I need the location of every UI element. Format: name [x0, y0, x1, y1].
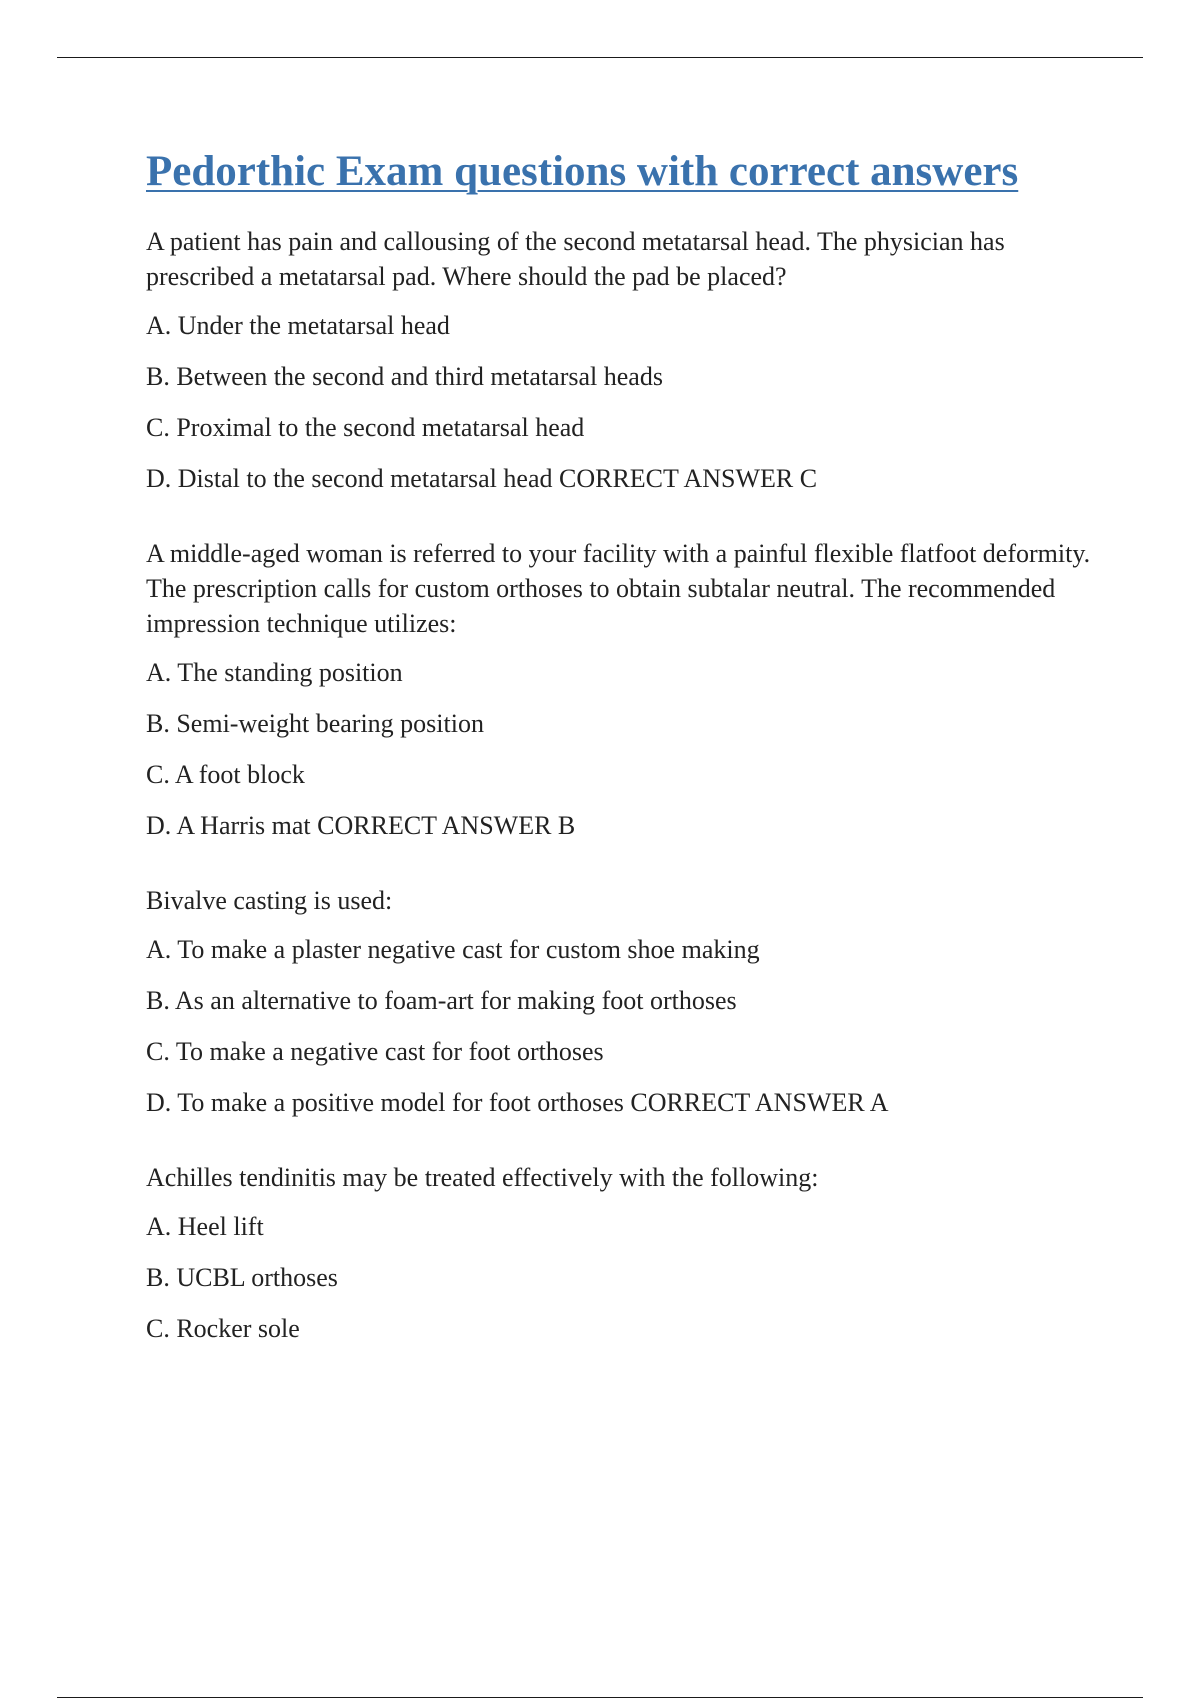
- question-2: [146, 536, 1096, 843]
- footer-rule: [57, 1697, 1143, 1698]
- question-text: Bivalve casting is used:: [146, 886, 393, 915]
- answer-option: B. Semi-weight bearing position: [146, 709, 484, 738]
- question-text: A patient has pain and callousing of the second metatarsal head. The physician has prescribed a metatarsal pad. Where should the pad be placed?: [146, 227, 1005, 291]
- answer-option: C. A foot block: [146, 760, 305, 789]
- question-text: A middle-aged woman is referred to your facility with a painful flexible flatfoot deformity. The prescription calls for custom orthoses to obtain subtalar neutral. The recommended impression technique utilizes:: [146, 539, 1091, 638]
- answer-option: C. To make a negative cast for foot orthoses: [146, 1037, 604, 1066]
- answer-option: A. To make a plaster negative cast for custom shoe making: [146, 935, 760, 964]
- answer-option: C. Proximal to the second metatarsal head: [146, 413, 585, 442]
- question-1: [146, 224, 1096, 496]
- document-body: [146, 142, 1096, 1386]
- answer-option: D. To make a positive model for foot orthoses CORRECT ANSWER A: [146, 1088, 889, 1117]
- question-text: Achilles tendinitis may be treated effectively with the following:: [146, 1163, 819, 1192]
- answer-option: A. Heel lift: [146, 1212, 264, 1241]
- answer-option: B. UCBL orthoses: [146, 1263, 338, 1292]
- document-title: Pedorthic Exam questions with correct answers: [146, 148, 1019, 195]
- answer-option: D. Distal to the second metatarsal head CORRECT ANSWER C: [146, 464, 818, 493]
- answer-option: B. Between the second and third metatarsal heads: [146, 362, 663, 391]
- answer-option: D. A Harris mat CORRECT ANSWER B: [146, 811, 576, 840]
- question-3: [146, 883, 1096, 1120]
- answer-option: A. Under the metatarsal head: [146, 311, 450, 340]
- header-rule: [57, 57, 1143, 58]
- answer-option: B. As an alternative to foam-art for making foot orthoses: [146, 986, 737, 1015]
- answer-option: C. Rocker sole: [146, 1314, 300, 1343]
- answer-option: A. The standing position: [146, 658, 403, 687]
- question-4: [146, 1160, 1096, 1346]
